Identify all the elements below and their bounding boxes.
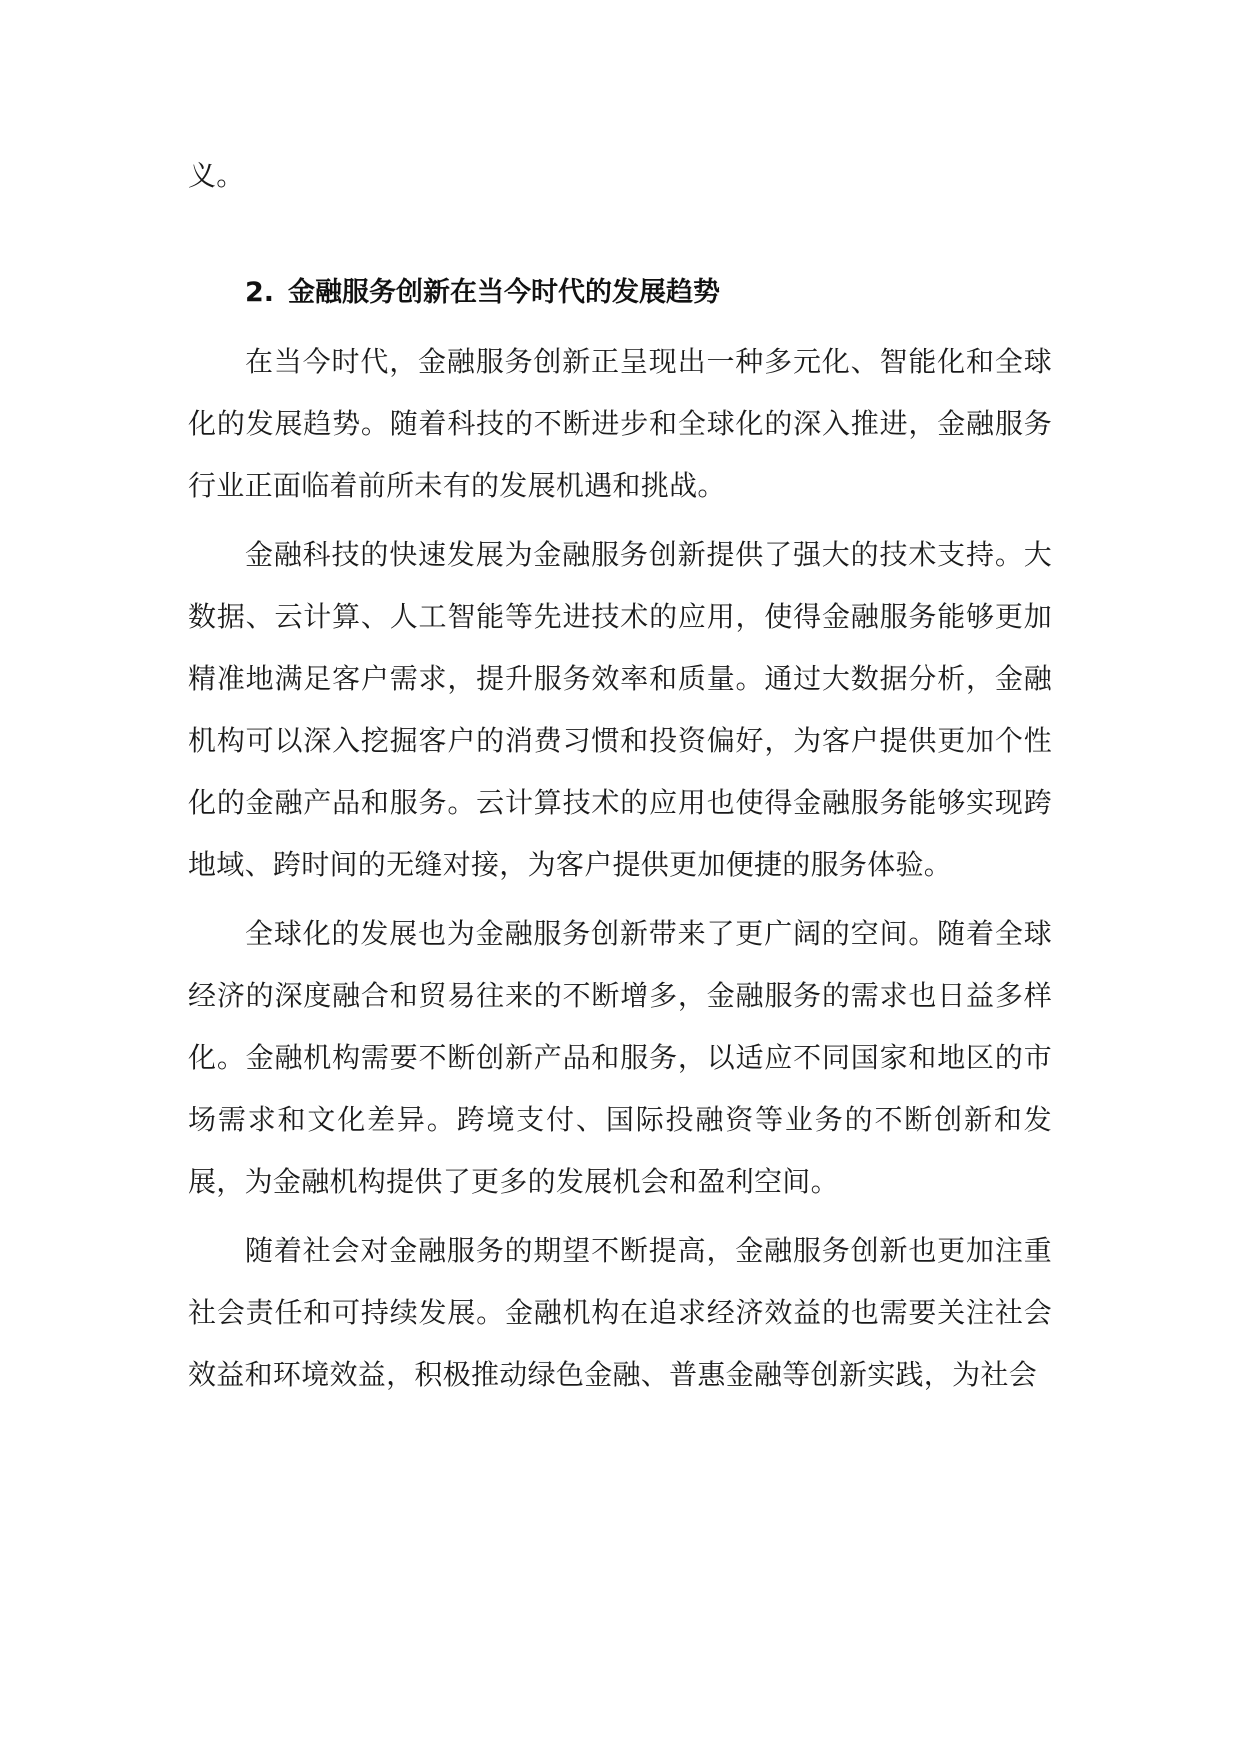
paragraph-4: 随着社会对金融服务的期望不断提高，金融服务创新也更加注重社会责任和可持续发展。金融机构在追求经济效益的也需要关注社会效益和环境效益，积极推动绿色金融、普惠金融等创新实践，为社会 xyxy=(188,1234,1052,1391)
section-number: 2. xyxy=(245,277,275,308)
paragraph-1: 在当今时代，金融服务创新正呈现出一种多元化、智能化和全球化的发展趋势。随着科技的不断进步和全球化的深入推进，金融服务行业正面临着前所未有的发展机遇和挑战。 xyxy=(188,345,1052,502)
section-title: 金融服务创新在当今时代的发展趋势 xyxy=(288,277,721,308)
document-body xyxy=(188,145,1052,1413)
continuation-text: 义。 xyxy=(188,159,245,192)
paragraph-3: 全球化的发展也为金融服务创新带来了更广阔的空间。随着全球经济的深度融合和贸易往来的不断增多，金融服务的需求也日益多样化。金融机构需要不断创新产品和服务，以适应不同国家和地区的市场需求和文化差异。跨境支付、国际投融资等业务的不断创新和发展，为金融机构提供了更多的发展机会和盈利空间。 xyxy=(188,917,1052,1198)
paragraph-2: 金融科技的快速发展为金融服务创新提供了强大的技术支持。大数据、云计算、人工智能等先进技术的应用，使得金融服务能够更加精准地满足客户需求，提升服务效率和质量。通过大数据分析，金融机构可以深入挖掘客户的消费习惯和投资偏好，为客户提供更加个性化的金融产品和服务。云计算技术的应用也使得金融服务能够实现跨地域、跨时间的无缝对接，为客户提供更加便捷的服务体验。 xyxy=(188,538,1052,881)
section-heading xyxy=(188,262,1052,324)
